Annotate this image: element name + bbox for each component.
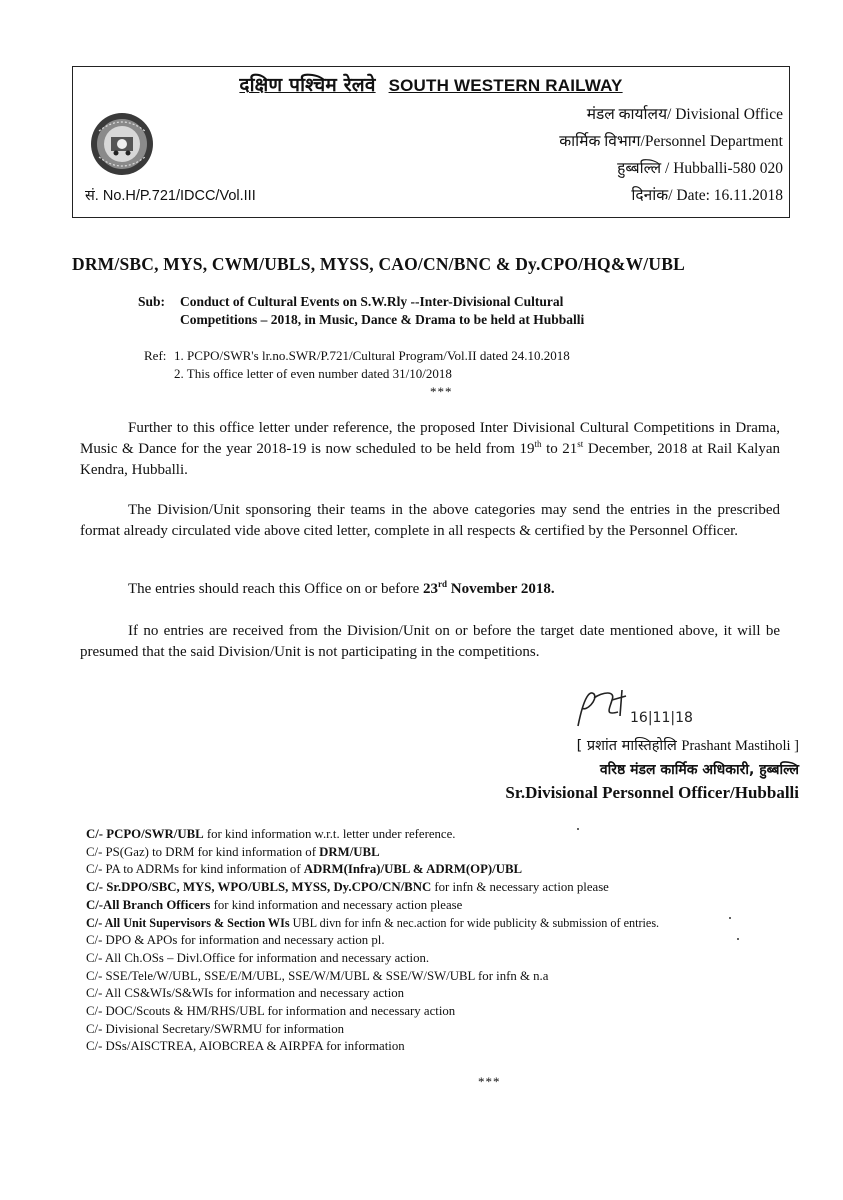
- list-item: C/- PS(Gaz) to DRM for kind information of DRM/UBL: [86, 844, 380, 859]
- list-item: C/- PA to ADRMs for kind information of ADRM(Infra)/UBL & ADRM(OP)/UBL: [86, 862, 523, 877]
- reference-item-2: 2. This office letter of even number dated 31/10/2018: [174, 366, 452, 381]
- superscript-th: th: [534, 439, 542, 449]
- paragraph-entries-format: [80, 500, 780, 542]
- paragraph-schedule: [80, 418, 780, 481]
- references-block: [144, 347, 764, 383]
- reference-item-1: 1. PCPO/SWR's lr.no.SWR/P.721/Cultural Program/Vol.II dated 24.10.2018: [174, 348, 570, 363]
- list-item: C/- PCPO/SWR/UBL for kind information w.r.t. letter under reference.: [86, 827, 456, 841]
- list-item: C/- Sr.DPO/SBC, MYS, WPO/UBLS, MYSS, Dy.CPO/CN/BNC for infn & necessary action please: [86, 880, 609, 895]
- office-details: [559, 101, 783, 209]
- list-item: C/- All CS&WIs/S&WIs for information and necessary action: [86, 986, 405, 1001]
- separator-stars: ***: [430, 384, 453, 399]
- reference-number: सं. No.H/P.721/IDCC/Vol.III: [85, 188, 256, 204]
- organization-title: [73, 71, 789, 97]
- subject-label: Sub:: [138, 294, 166, 309]
- letter-date: दिनांक/ Date: 16.11.2018: [631, 187, 783, 204]
- paragraph-entries-format-text: The Division/Unit sponsoring their teams in the above categories may send the entries in the prescribed format already circulated vide above cited letter, complete in all respects & certified by the Personnel Officer.: [80, 502, 780, 539]
- department-name: कार्मिक विभाग/Personnel Department: [559, 133, 783, 150]
- signatory-name-hindi: [ प्रशांत मास्तिहोलि: [576, 738, 682, 754]
- list-item: C/- DPO & APOs for information and necessary action pl.: [86, 933, 385, 948]
- list-item: C/-All Branch Officers for kind information and necessary action please: [86, 897, 463, 912]
- list-item: C/- DOC/Scouts & HM/RHS/UBL for information and necessary action: [86, 1004, 456, 1019]
- office-name: मंडल कार्यालय/ Divisional Office: [586, 106, 783, 123]
- signature-block: [505, 736, 799, 803]
- list-item: C/- Divisional Secretary/SWRMU for information: [86, 1021, 345, 1036]
- subject-line-1: Conduct of Cultural Events on S.W.Rly --Inter-Divisional Cultural: [180, 294, 564, 309]
- handwritten-signature: [572, 686, 712, 732]
- org-name-hindi: दक्षिण पश्चिम रेलवे: [239, 74, 376, 96]
- paragraph-schedule-text-b: to 21: [541, 441, 578, 457]
- list-item: C/- All Ch.OSs – Divl.Office for information and necessary action.: [86, 950, 430, 965]
- paragraph-schedule-text-c: December, 2018 at Rail Kalyan Kendra, Hubballi.: [80, 441, 781, 478]
- signatory-name-english: Prashant Mastiholi ]: [681, 738, 799, 754]
- copy-to-list: [86, 826, 806, 1056]
- railway-emblem-icon: [89, 111, 155, 177]
- superscript-rd: rd: [438, 579, 448, 589]
- handwritten-date: 16|11|18: [630, 710, 693, 726]
- superscript-st: st: [577, 439, 584, 449]
- scan-speck: [737, 938, 739, 940]
- designation-english: Sr.Divisional Personnel Officer/Hubballi: [505, 783, 799, 802]
- scan-speck: [729, 917, 731, 919]
- list-item: C/- DSs/AISCTREA, AIOBCREA & AIRPFA for information: [86, 1039, 405, 1054]
- reference-label: Ref:: [144, 348, 167, 363]
- paragraph-deadline: [80, 579, 780, 600]
- deadline-day: 23: [423, 581, 439, 597]
- signatory-name: [505, 736, 799, 756]
- paragraph-no-entries-text: If no entries are received from the Division/Unit on or before the target date mentioned above, it will be presumed that the said Division/Unit is not participating in the competitions.: [80, 623, 780, 660]
- scan-speck: [577, 828, 579, 830]
- addressee-line: DRM/SBC, MYS, CWM/UBLS, MYSS, CAO/CN/BNC & Dy.CPO/HQ&W/UBL: [72, 254, 685, 274]
- paragraph-schedule-text-a: Further to this office letter under reference, the proposed Inter Divisional Cultural Competitions in Drama, Music & Dance for the year 2018-19 is now scheduled to be held from 19: [80, 420, 780, 457]
- letterhead: [72, 66, 790, 218]
- list-item: C/- SSE/Tele/W/UBL, SSE/E/M/UBL, SSE/W/M/UBL & SSE/W/SW/UBL for infn & n.a: [86, 968, 549, 983]
- deadline-month-year: November 2018.: [447, 581, 555, 597]
- list-item: C/- All Unit Supervisors & Section WIs UBL divn for infn & nec.action for wide publicity & submission of entries.: [86, 915, 660, 930]
- footer-stars: ***: [478, 1074, 501, 1089]
- paragraph-no-entries: [80, 621, 780, 663]
- subject-line-2: Competitions – 2018, in Music, Dance & Drama to be held at Hubballi: [180, 312, 585, 327]
- org-name-english: SOUTH WESTERN RAILWAY: [388, 76, 623, 95]
- paragraph-deadline-text: The entries should reach this Office on or before: [128, 581, 424, 597]
- office-location: हुब्बल्लि / Hubballi-580 020: [617, 160, 783, 177]
- subject-block: [138, 293, 778, 329]
- designation-hindi: वरिष्ठ मंडल कार्मिक अधिकारी, हुब्बल्लि: [599, 762, 799, 778]
